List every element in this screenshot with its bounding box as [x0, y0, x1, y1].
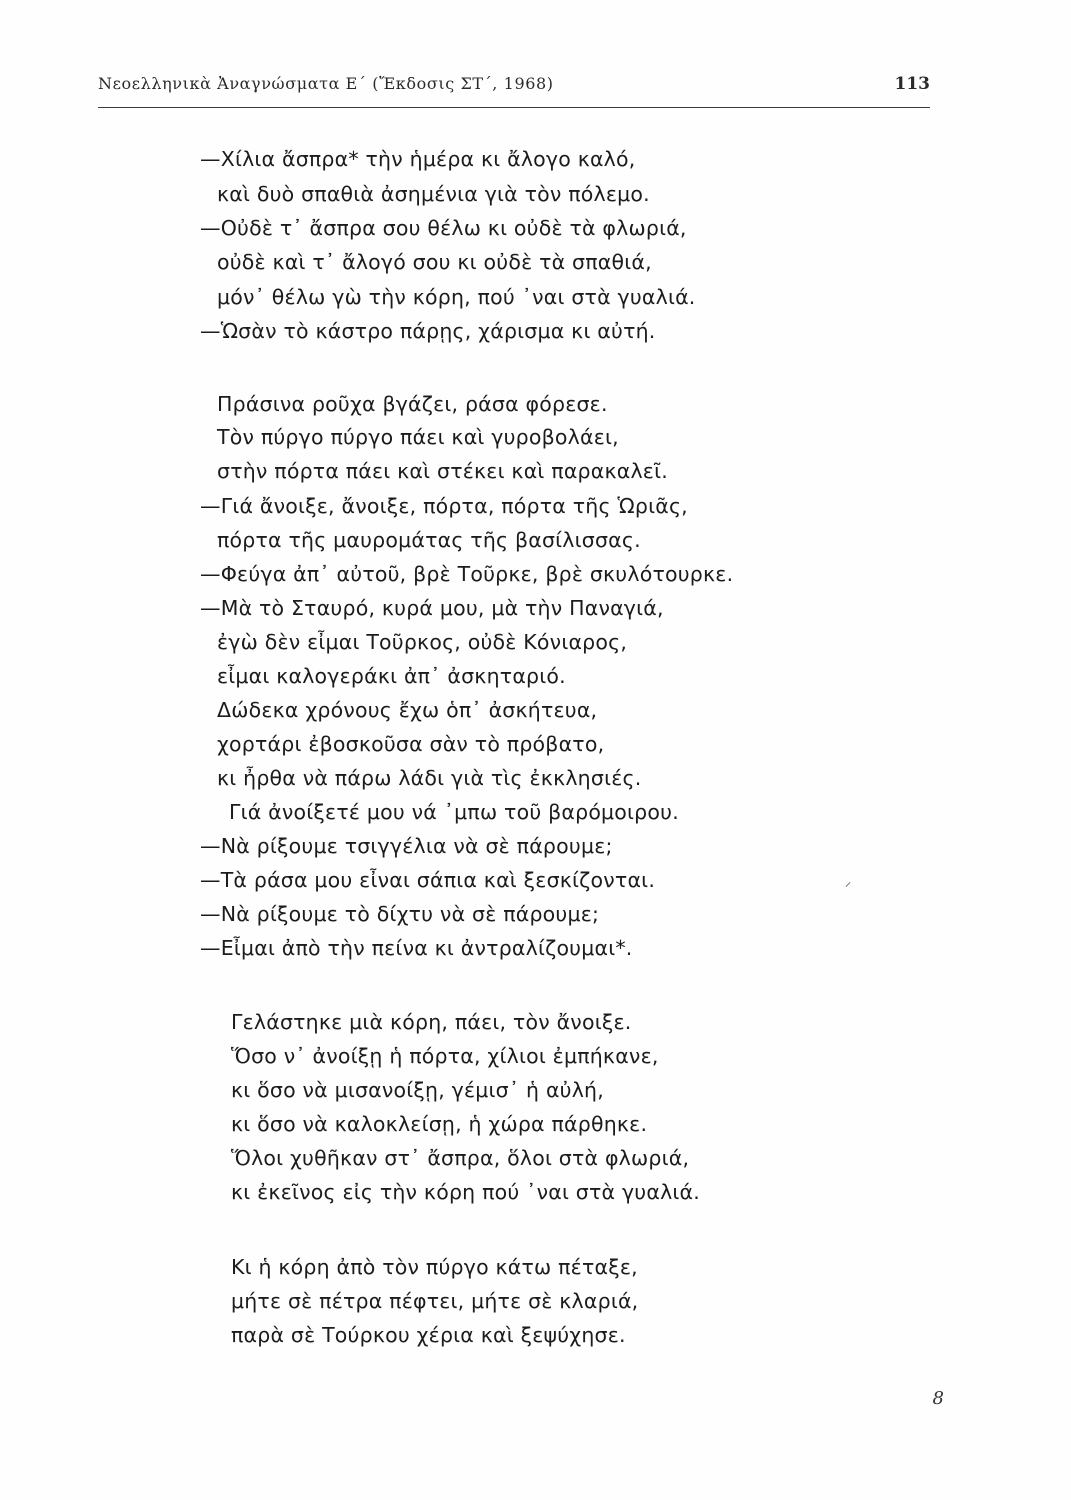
signature-mark: 8: [932, 1388, 944, 1409]
verse-line: μόν᾽ θέλω γὼ τὴν κόρη, πού ᾽ναι στὰ γυαλιά.: [217, 285, 696, 309]
verse-line: Γελάστηκε μιὰ κόρη, πάει, τὸν ἄνοιξε.: [231, 1010, 632, 1034]
verse-line: —Νὰ ρίξουμε τσιγγέλια νὰ σὲ πάρουμε;: [200, 834, 613, 858]
verse-line: —Χίλια ἄσπρα* τὴν ἡμέρα κι ἄλογο καλό,: [200, 147, 636, 171]
verse-line: πόρτα τῆς μαυρομάτας τῆς βασίλισσας.: [217, 528, 641, 552]
verse-line: κι ὅσο νὰ καλοκλείσῃ, ἡ χώρα πάρθηκε.: [231, 1112, 648, 1136]
verse-line: οὐδὲ καὶ τ᾽ ἄλογό σου κι οὐδὲ τὰ σπαθιά,: [217, 250, 652, 274]
running-head: Νεοελληνικὰ Ἀναγνώσματα Ε΄ (Ἔκδοσις ΣΤ΄, 1968): [98, 74, 554, 93]
verse-line: Ὅλοι χυθῆκαν στ᾽ ἄσπρα, ὅλοι στὰ φλωριά,: [231, 1146, 690, 1170]
page-number: 113: [894, 74, 930, 94]
verse-line: καὶ δυὸ σπαθιὰ ἀσημένια γιὰ τὸν πόλεμο.: [217, 182, 650, 206]
verse-line: στὴν πόρτα πάει καὶ στέκει καὶ παρακαλεῖ.: [217, 459, 668, 483]
verse-line: Κι ἡ κόρη ἀπὸ τὸν πύργο κάτω πέταξε,: [231, 1255, 638, 1279]
verse-line: —Εἶμαι ἀπὸ τὴν πείνα κι ἀντραλίζουμαι*.: [200, 936, 633, 960]
verse-line: ἐγὼ δὲν εἶμαι Τοῦρκος, οὐδὲ Κόνιαρος,: [217, 630, 628, 654]
verse-line: —Ὡσὰν τὸ κάστρο πάρῃς, χάρισμα κι αὐτή.: [200, 319, 656, 343]
verse-line: Πράσινα ροῦχα βγάζει, ράσα φόρεσε.: [217, 392, 608, 416]
verse-line: —Οὐδὲ τ᾽ ἄσπρα σου θέλω κι οὐδὲ τὰ φλωριά,: [200, 216, 687, 240]
verse-line: —Γιά ἄνοιξε, ἄνοιξε, πόρτα, πόρτα τῆς Ὡριᾶς,: [200, 494, 688, 518]
verse-line: εἶμαι καλογεράκι ἀπ᾽ ἀσκηταριό.: [217, 664, 566, 688]
verse-line: κι ἐκεῖνος εἰς τὴν κόρη πού ᾽ναι στὰ γυαλιά.: [231, 1180, 700, 1204]
verse-line: Ὅσο ν᾽ ἀνοίξῃ ἡ πόρτα, χίλιοι ἐμπήκανε,: [231, 1044, 659, 1068]
page-header: [98, 74, 930, 104]
stray-mark: [846, 882, 851, 887]
verse-line: Γιά ἀνοίξετέ μου νά ᾽μπω τοῦ βαρόμοιρου.: [229, 800, 679, 824]
verse-line: κι ὅσο νὰ μισανοίξῃ, γέμισ᾽ ἡ αὐλή,: [231, 1078, 604, 1102]
verse-line: Δώδεκα χρόνους ἔχω ὁπ᾽ ἀσκήτευα,: [217, 698, 598, 722]
verse-line: κι ἦρθα νὰ πάρω λάδι γιὰ τὶς ἐκκλησιές.: [217, 766, 642, 790]
verse-line: Τὸν πύργο πύργο πάει καὶ γυροβολάει,: [217, 425, 619, 449]
verse-line: —Τὰ ράσα μου εἶναι σάπια καὶ ξεσκίζονται.: [200, 868, 656, 892]
verse-line: —Νὰ ρίξουμε τὸ δίχτυ νὰ σὲ πάρουμε;: [200, 902, 600, 926]
header-rule: [98, 107, 930, 108]
verse-line: χορτάρι ἐβοσκοῦσα σὰν τὸ πρόβατο,: [217, 732, 605, 756]
verse-line: —Μὰ τὸ Σταυρό, κυρά μου, μὰ τὴν Παναγιά,: [200, 596, 664, 620]
verse-line: μήτε σὲ πέτρα πέφτει, μήτε σὲ κλαριά,: [231, 1289, 639, 1313]
verse-line: παρὰ σὲ Τούρκου χέρια καὶ ξεψύχησε.: [231, 1323, 626, 1347]
verse-line: —Φεύγα ἀπ᾽ αὐτοῦ, βρὲ Τοῦρκε, βρὲ σκυλότουρκε.: [200, 562, 734, 586]
